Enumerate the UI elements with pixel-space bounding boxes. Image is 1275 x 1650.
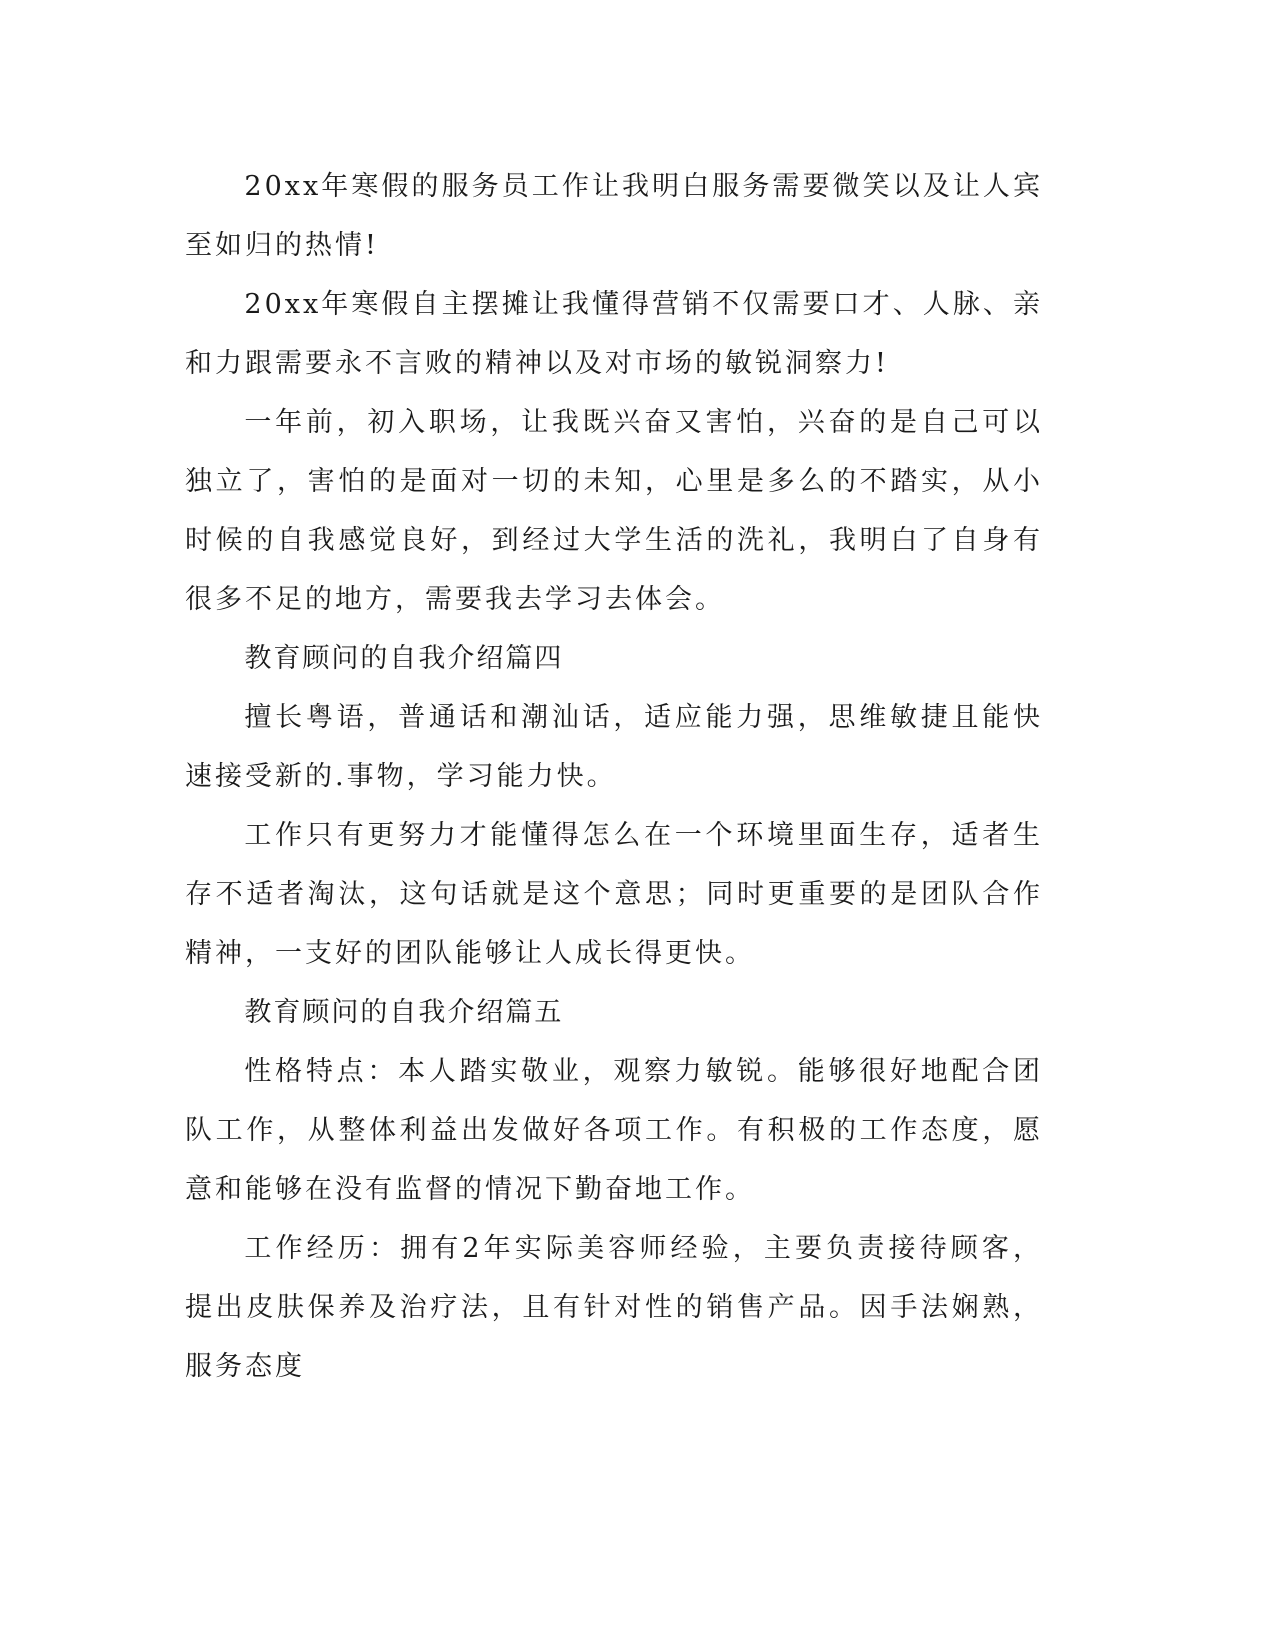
paragraph-winter-stall: 20xx年寒假自主摆摊让我懂得营销不仅需要口才、人脉、亲和力跟需要永不言败的精神以及对市场的敏锐洞察力! [185,289,1043,379]
paragraph-work-experience: 工作经历：拥有2年实际美容师经验，主要负责接待顾客，提出皮肤保养及治疗法，且有针对性的销售产品。因手法娴熟，服务态度 [185,1233,1043,1382]
paragraph-first-job: 一年前，初入职场，让我既兴奋又害怕，兴奋的是自己可以独立了，害怕的是面对一切的未知，心里是多么的不踏实，从小时候的自我感觉良好，到经过大学生活的洗礼，我明白了自身有很多不足的地方，需要我去学习去体会。 [185,407,1043,615]
paragraph-teamwork: 工作只有更努力才能懂得怎么在一个环境里面生存，适者生存不适者淘汰，这句话就是这个意思；同时更重要的是团队合作精神，一支好的团队能够让人成长得更快。 [185,820,1043,969]
paragraph-winter-waiter: 20xx年寒假的服务员工作让我明白服务需要微笑以及让人宾至如归的热情! [185,171,1043,261]
section-heading-part-five: 教育顾问的自我介绍篇五 [244,997,564,1028]
paragraph-personality: 性格特点：本人踏实敬业，观察力敏锐。能够很好地配合团队工作，从整体利益出发做好各项工作。有积极的工作态度，愿意和能够在没有监督的情况下勤奋地工作。 [185,1056,1043,1205]
paragraph-languages: 擅长粤语，普通话和潮汕话，适应能力强，思维敏捷且能快速接受新的.事物，学习能力快。 [185,702,1043,792]
document-body [185,157,1043,1396]
section-heading-part-four: 教育顾问的自我介绍篇四 [244,643,564,674]
